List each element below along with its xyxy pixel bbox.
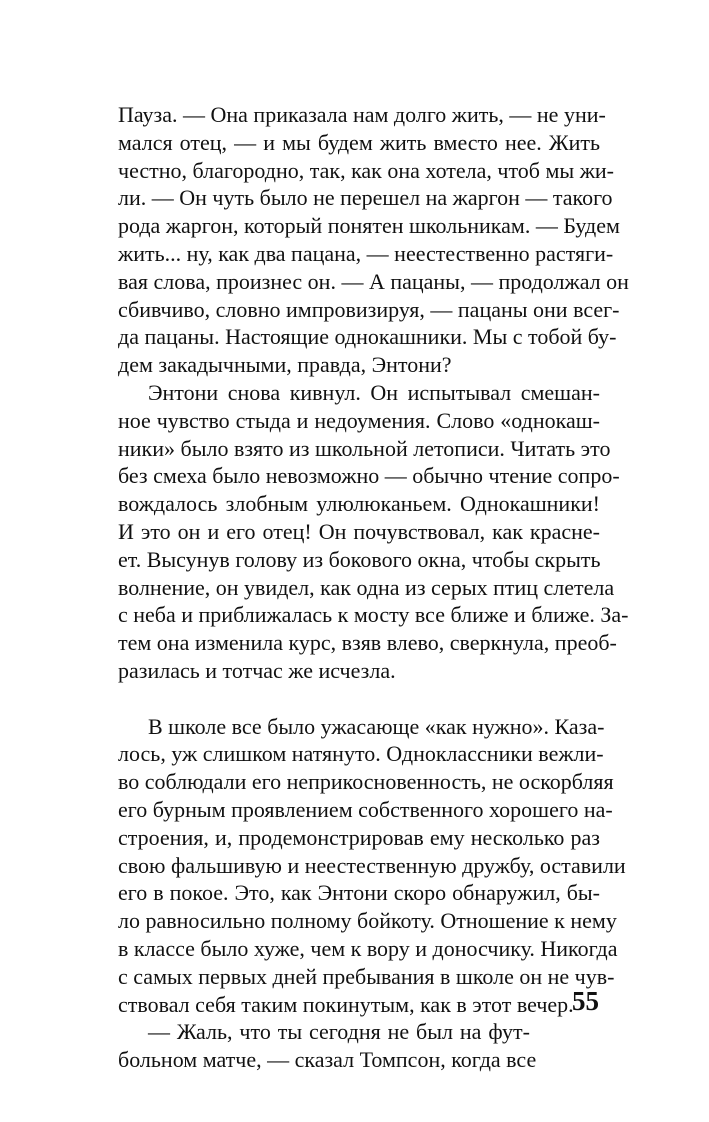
text-line: дем закадычными, правда, Энтони? (118, 352, 452, 378)
text-line: во соблюдали его неприкосновенность, не оскорбляя (118, 769, 614, 795)
paragraph-2 (118, 379, 629, 685)
text-line: разилась и тотчас же исчезла. (118, 657, 396, 683)
text-line: В школе все было ужасающе «как нужно». Каза- (148, 713, 605, 739)
text-line: волнение, он увидел, как одна из серых птиц слетела (118, 574, 615, 600)
text-line: ное чувство стыда и недоумения. Слово «однокаш- (118, 407, 600, 433)
text-line: честно, благородно, так, как она хотела, чтоб мы жи- (118, 157, 614, 183)
text-line: без смеха было невозможно — обычно чтение сопро- (118, 463, 620, 489)
text-line: его бурным проявлением собственного хорошего на- (118, 796, 613, 822)
text-line: ет. Высунув голову из бокового окна, чтобы скрыть (118, 546, 601, 572)
paragraph-1 (118, 101, 629, 379)
text-line: да пацаны. Настоящие однокашники. Мы с тобой бу- (118, 324, 617, 350)
text-line: Пауза. — Она приказала нам долго жить, — не уни- (118, 102, 606, 127)
text-line: мался отец, — и мы будем жить вместо нее. Жить (118, 129, 600, 155)
text-line: — Жаль, что ты сегодня не был на фут- (148, 1019, 530, 1045)
page-number: 55 (572, 986, 599, 1016)
text-line: с самых первых дней пребывания в школе он не чув- (118, 963, 615, 989)
text-line: больном матче, — сказал Томпсон, когда все (118, 1047, 537, 1073)
page-body-text (118, 101, 629, 1074)
text-line: ники» было взято из школьной летописи. Читать это (118, 435, 611, 461)
text-line: сбивчиво, словно импровизируя, — пацаны они всег- (118, 296, 620, 322)
paragraph-3 (118, 713, 626, 1019)
text-line: ли. — Он чуть было не перешел на жаргон — такого (118, 185, 613, 211)
text-line: ствовал себя таким покинутым, как в этот вечер. (118, 991, 574, 1017)
text-line: с неба и приближалась к мосту все ближе и ближе. За- (118, 602, 629, 628)
text-line: вая слова, произнес он. — А пацаны, — продолжал он (118, 268, 629, 294)
text-line: лось, уж слишком натянуто. Одноклассники вежли- (118, 741, 604, 767)
text-line: тем она изменила курс, взяв влево, сверкнула, преоб- (118, 630, 617, 656)
text-line: Энтони снова кивнул. Он испытывал смешан- (148, 379, 600, 405)
text-line: свою фальшивую и неестественную дружбу, оставили (118, 852, 626, 878)
section-break (118, 685, 600, 713)
text-line: строения, и, продемонстрировав ему несколько раз (118, 824, 600, 850)
text-line: ло равносильно полному бойкоту. Отношение к нему (118, 908, 617, 934)
text-line: его в покое. Это, как Энтони скоро обнаружил, бы- (118, 880, 600, 906)
text-line: рода жаргон, который понятен школьникам. — Будем (118, 213, 620, 239)
text-line: в классе было хуже, чем к вору и доносчику. Никогда (118, 935, 618, 961)
text-line: вождалось злобным улюлюканьем. Однокашники! (118, 491, 600, 517)
paragraph-4 (118, 1018, 600, 1074)
text-line: жить... ну, как два пацана, — неестественно растяги- (118, 240, 614, 266)
text-line: И это он и его отец! Он почувствовал, как красне- (118, 518, 600, 544)
